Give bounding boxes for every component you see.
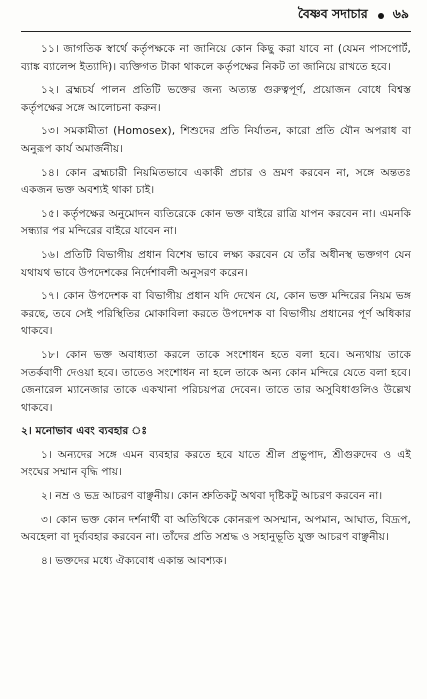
rule-paragraph-4: ৪। ভক্তদের মধ্যে ঐক্যবোধ একান্ত আবশ্যক। <box>41 554 227 567</box>
rule-paragraph-13: ১৩। সমকামীতা (Homosex), শিশুদের প্রতি নির্যাতন, কারো প্রতি যৌন অপরাধ বা অনুরূপ কার্য অমার্জনীয়। <box>21 125 411 155</box>
running-header <box>21 0 411 32</box>
rule-paragraph-11: ১১। জাগতিক স্বার্থে কর্তৃপক্ষকে না জানিয়ে কোন কিছু করা যাবে না (যেমন পাসপোর্ট, ব্যাঙ্ক ব্যালেন্স ইত্যাদি)। ব্যক্তিগত টাকা থাকলে কর্তৃপক্ষের নিকট তা জানিয়ে রাখতে হবে। <box>21 43 411 73</box>
section-heading: ২। মনোভাব এবং ব্যবহার ঃ <box>21 425 148 438</box>
rule-paragraph-3: ৩। কোন ভক্ত কোন দর্শনার্থী বা অতিথিকে কোনরূপ অসম্মান, অপমান, আঘাত, বিদ্রূপ, অবহেলা বা দুর্ব্যবহার করবেন না। তাঁদের প্রতি সশ্রদ্ধ ও সহানুভূতি যুক্ত আচরণ বাঞ্ছনীয়। <box>21 513 411 544</box>
rule-paragraph-15: ১৫। কর্তৃপক্ষের অনুমোদন ব্যতিরেকে কোন ভক্ত বাইরে রাত্রি যাপন করবেন না। এমনকি সন্ধ্যার পর মন্দিরের বাইরে যাবেন না। <box>21 207 411 238</box>
rule-paragraph-16: ১৬। প্রতিটি বিভাগীয় প্রধান বিশেষ ভাবে লক্ষ্য করবেন যে তাঁর অধীনস্থ ভক্তগণ যেন যথাযথ ভাবে উপদেশকের নির্দেশাবলী অনুসরণ করেন। <box>21 248 411 279</box>
rule-paragraph-1: ১। অন্যদের সঙ্গে এমন ব্যবহার করতে হবে যাতে শ্রীল প্রভুপাদ, শ্রীগুরুদেব ও এই সংঘের সম্মান বৃদ্ধি পায়। <box>21 448 411 479</box>
rule-paragraph-2: ২। নম্র ও ভদ্র আচরণ বাঞ্ছনীয়। কোন শ্রুতিকটু অথবা দৃষ্টিকটু আচরণ করবেন না। <box>41 490 383 503</box>
rule-paragraph-18: ১৮। কোন ভক্ত অবাধ্যতা করলে তাকে সংশোধন হতে বলা হবে। অন্যথায় তাকে সতর্কবাণী দেওয়া হবে। তাতেও সংশোধন না হলে তাকে অন্য কোন মন্দিরে যেতে বলা হবে। জেনারেল ম্যানেজার তাকে একখানা পরিচয়পত্র দেবেন। তাতে তার অসুবিধাগুলিও উল্লেখ থাকবে। <box>21 348 411 414</box>
rule-paragraph-17: ১৭। কোন উপদেশক বা বিভাগীয় প্রধান যদি দেখেন যে, কোন ভক্ত মন্দিরের নিয়ম ভঙ্গ করছে, তবে সেই পরিস্থিতির মোকাবিলা করতে উপদেশক বা বিভাগীয় প্রধানের পূর্ণ অধিকার থাকবে। <box>21 290 411 338</box>
rule-paragraph-12: ১২। ব্রহ্মচর্য পালন প্রতিটি ভক্তের জন্য অত্যন্ত গুরুত্বপূর্ণ, প্রয়োজন বোধে বিশ্বস্ত কর্তৃপক্ষের সঙ্গে আলোচনা করুন। <box>21 84 411 114</box>
bullet-dot-icon <box>378 13 384 19</box>
running-header-title: বৈষ্ণব সদাচার <box>297 5 368 21</box>
rule-paragraph-14: ১৪। কোন ব্রহ্মচারী নিয়মিতভাবে একাকী প্রচার ও ভ্রমণ করবেন না, সঙ্গে অন্ততঃ একজন ভক্ত অবশ্যই থাকা চাই। <box>21 166 411 197</box>
body-text <box>21 41 411 570</box>
page-number: ৬৯ <box>392 5 409 21</box>
